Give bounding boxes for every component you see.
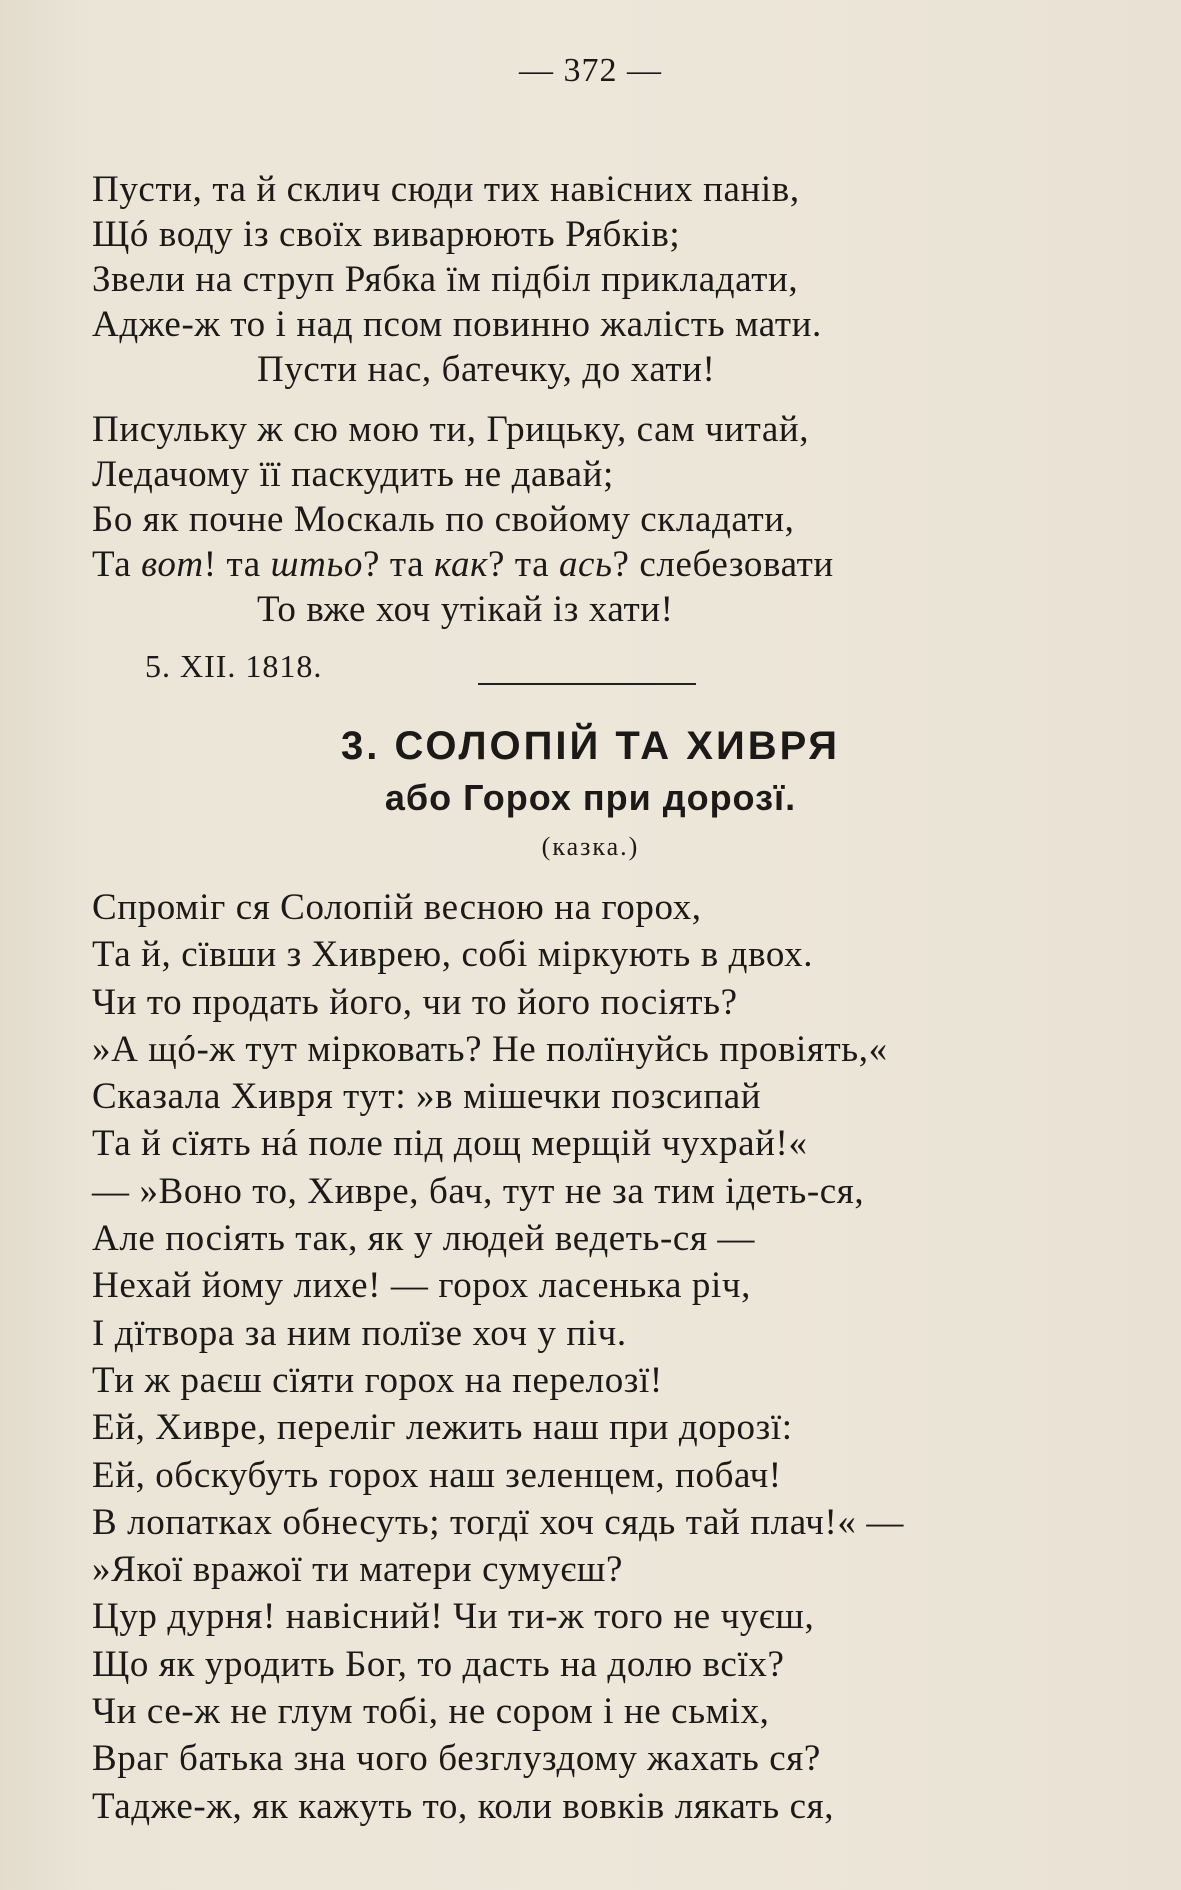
page-number: — 372 — — [519, 52, 662, 89]
refrain-line: Пусти нас, батечку, до хати! — [257, 349, 716, 390]
verse-fragment: Та — [92, 544, 142, 585]
verse-line: Тадже-ж, як кажуть то, коли вовків лякать ся, — [92, 1785, 835, 1827]
verse-line: Та й сїять нá поле під дощ мерщій чухрай!« — [92, 1123, 808, 1165]
verse-line: Писульку ж сю мою ти, Грицьку, сам читай, — [92, 409, 810, 450]
verse-line: Щó воду із своїх виварюють Рябків; — [92, 214, 681, 255]
separator-rule — [478, 683, 696, 685]
verse-fragment: ? слебезовати — [612, 544, 834, 585]
poem-genre: (казка.) — [541, 832, 640, 861]
poem-title: 3. СОЛОПІЙ ТА ХИВРЯ — [340, 724, 841, 768]
verse-line: Сказала Хивря тут: »в мішечки позсипай — [92, 1076, 762, 1118]
stanza-2 — [92, 407, 1092, 632]
poem-body — [92, 884, 1092, 1830]
verse-line: Нехай йому лихе! — горох ласенька річ, — [92, 1265, 751, 1307]
verse-line: В лопатках обнесуть; тогдї хоч сядь тай плач!« — — [92, 1501, 904, 1543]
verse-line: Ти ж раєш сїяти горох на перелозї! — [92, 1359, 663, 1401]
verse-fragment: ! та — [203, 544, 271, 585]
refrain-line: То вже хоч утікай із хати! — [257, 589, 674, 630]
verse-line: — »Воно то, Хивре, бач, тут не за тим ідеть-ся, — [92, 1170, 865, 1212]
verse-line: Звели на струп Рябка їм підбіл прикладати, — [92, 259, 799, 300]
verse-line: Спроміг ся Солопій весною на горох, — [92, 887, 702, 928]
verse-fragment: ? та — [363, 544, 434, 585]
verse-line: Цур дурня! навісний! Чи ти-ж того не чуєш, — [92, 1596, 815, 1638]
stanza-1 — [92, 167, 1092, 392]
verse-line: Бо як почне Москаль по свойому складати, — [92, 499, 795, 540]
verse-fragment: ? та — [487, 544, 559, 585]
verse-line: Адже-ж то і над псом повинно жалість мати. — [92, 304, 822, 345]
verse-line: Що як уродить Бог, то дасть на долю всїх? — [92, 1643, 785, 1685]
verse-line: Але посіять так, як у людей ведеть-ся — — [92, 1218, 756, 1260]
verse-line-italic-mixed — [92, 542, 1092, 587]
date: 5. XII. 1818. — [145, 648, 323, 684]
verse-line: Ей, обскубуть горох наш зеленцем, побач! — [92, 1454, 782, 1496]
verse-line: Ей, Хивре, переліг лежить наш при дорозї: — [92, 1407, 793, 1449]
verse-line: Ледачому її паскудить не давай; — [92, 454, 614, 495]
poem-subtitle: або Горох при дорозї. — [384, 777, 797, 818]
verse-line: »Якої вражої ти матери сумуєш? — [92, 1549, 624, 1591]
verse-line: Враг батька зна чого безглуздому жахать ся? — [92, 1738, 821, 1780]
verse-line: І дїтвора за ним полїзе хоч у піч. — [92, 1312, 627, 1354]
italic-word: ась — [558, 544, 613, 585]
verse-line: »А щó-ж тут мірковать? Не полїнуйсь провіять,« — [92, 1028, 888, 1070]
italic-word: вот — [141, 544, 204, 585]
verse-line: Пусти, та й склич сюди тих навісних панів, — [92, 169, 800, 210]
italic-word: штьо — [270, 544, 364, 585]
verse-line: Чи се-ж не глум тобі, не сором і не сьміх, — [92, 1691, 770, 1733]
verse-line: Та й, сївши з Хиврею, собі міркують в двох. — [92, 934, 814, 976]
italic-word: как — [433, 544, 488, 585]
verse-line: Чи то продать його, чи то його посіять? — [92, 981, 738, 1023]
